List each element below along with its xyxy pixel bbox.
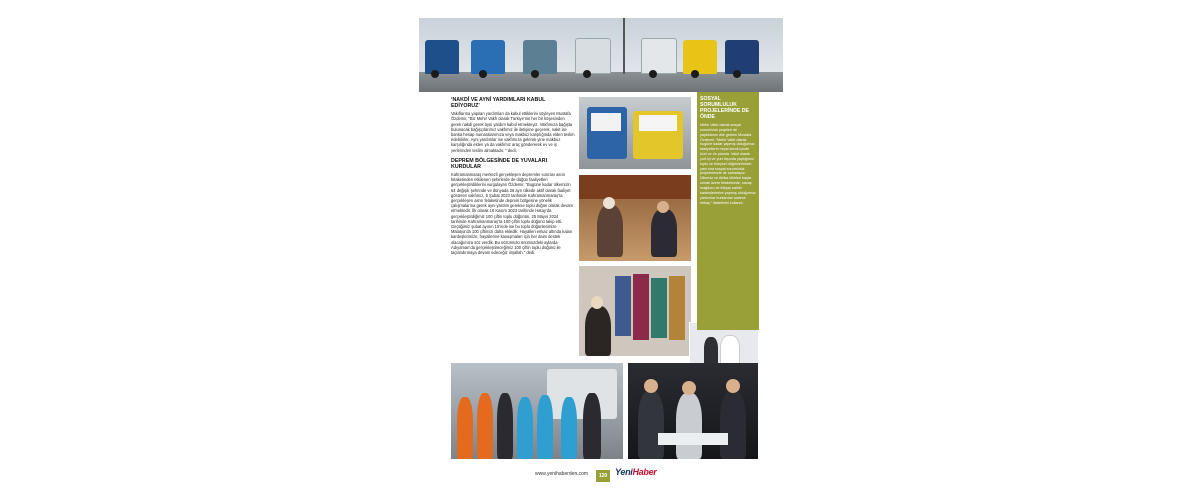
volunteer-7 bbox=[583, 393, 601, 459]
brand-part-a: Yeni bbox=[615, 467, 633, 477]
brand-part-b: Haber bbox=[632, 467, 657, 477]
curtain bbox=[579, 175, 691, 199]
footer-url: www.yenihaberden.com bbox=[535, 471, 589, 477]
wheel bbox=[733, 70, 741, 78]
man-right bbox=[720, 391, 746, 459]
volunteer-3 bbox=[497, 393, 513, 459]
woman-head bbox=[591, 296, 603, 309]
section1-body: Vakıflarına yapılan yardımları da kabul ettiklerini söyleyen Mustafa Özdemir, “Biz Mehir Vakfı olarak Türkiye’nin her bir köşesinden gerek nakdi gerek ayni yardım kabul etmekteyiz. Vakfımıza bağışta bulunacak bağışçılarımız vakfımız ile iletişime geçerek, nakit ise banka hesap numaralarımıza veya makbuz karşılığında elden teslim edebilirler. Ayni yardımlar ise vakfımıza gelerek yine makbuz karşılığında elden ya da vakfımız araç göndererek ev ve iş yerlerinden teslim almaktadır. ” dedi. bbox=[451, 111, 575, 153]
truck-1 bbox=[425, 40, 459, 74]
section2-heading: DEPREM BÖLGESİNDE DE YUVALARI KURDULAR bbox=[451, 157, 548, 170]
dresses-photo bbox=[579, 266, 691, 356]
dress-2 bbox=[633, 274, 649, 340]
man-middle-head bbox=[682, 381, 696, 395]
article-column bbox=[451, 97, 575, 260]
wheel bbox=[479, 70, 487, 78]
road bbox=[419, 72, 783, 92]
sidebar-box bbox=[697, 92, 759, 330]
meeting-photo bbox=[579, 175, 691, 261]
woman bbox=[585, 306, 611, 356]
truck-5 bbox=[641, 38, 677, 74]
lamp-post bbox=[623, 18, 625, 74]
truck-4 bbox=[575, 38, 611, 74]
handshake-photo bbox=[628, 363, 758, 459]
truck-6 bbox=[683, 40, 717, 74]
truck-2 bbox=[471, 40, 505, 74]
volunteer-4 bbox=[517, 397, 533, 459]
dress-1 bbox=[615, 276, 631, 336]
dress-4 bbox=[669, 276, 685, 340]
man-right-head bbox=[726, 379, 740, 393]
truck-3 bbox=[523, 40, 557, 74]
section1-heading: ‘NAKDİ VE AYNİ YARDIMLARI KABUL EDİYORUZ’ bbox=[451, 97, 546, 110]
wheel bbox=[431, 70, 439, 78]
truck-banner bbox=[591, 113, 621, 131]
person-left bbox=[597, 205, 623, 257]
man-left bbox=[638, 391, 664, 459]
bride bbox=[720, 335, 740, 366]
table-flowers bbox=[658, 433, 728, 445]
trucks-photo bbox=[419, 18, 783, 92]
page-number: 120 bbox=[596, 470, 610, 482]
charity-trucks-photo bbox=[579, 97, 691, 169]
truck-7 bbox=[725, 40, 759, 74]
truck-front bbox=[547, 369, 617, 419]
volunteer-2 bbox=[477, 393, 493, 459]
volunteer-6 bbox=[561, 397, 577, 459]
volunteer-5 bbox=[537, 395, 553, 459]
volunteers-photo bbox=[451, 363, 623, 459]
sidebar-heading: SOSYAL SORUMLULUK PROJELERİNDE DE ÖNDE bbox=[700, 96, 750, 120]
dress-3 bbox=[651, 278, 667, 338]
person-left-head bbox=[603, 197, 615, 209]
sidebar-body: Mehir Vakfı olarak sosyal sorumluluk projeleri de yaptıklarını dile getiren Mustafa Özdemir, “Mehir Vakfı olarak bugüne kadar yapmış olduğumuz faaliyetlerin hepsi kendi içinde özel ve ön planda. Vakıf olarak yurt içi ve yurt dışında yaptığımız toplu ve bireysel düğünlerimizin yanı sıra sosyal sorumluluk projelerimizle de sahadayız. Ülkemiz ve Afrika ülkeleri başta olmak üzere felaketzede, savaş mağduru ve ihtiyaç sahibi kardeşlerimize yapmış olduğumuz yardımlar bunlardan sadece birkaç.” ifadelerini kullandı. bbox=[700, 123, 756, 205]
wheel bbox=[531, 70, 539, 78]
volunteer-1 bbox=[457, 397, 473, 459]
wheel bbox=[691, 70, 699, 78]
wheel bbox=[649, 70, 657, 78]
man-left-head bbox=[644, 379, 658, 393]
groom bbox=[704, 337, 718, 365]
brand-logo bbox=[615, 467, 657, 477]
man-middle bbox=[676, 393, 702, 459]
person-right bbox=[651, 209, 677, 257]
wheel bbox=[583, 70, 591, 78]
person-right-head bbox=[657, 201, 669, 213]
section2-body: Kahramanmaraş merkezli gerçekleşen depremler sonrası asrın felaketinden etkilenen şehirlerde de düğün faaliyetleri gerçekleştirdiklerini vurgulayan Özdemir, “Bugüne kadar ülkemizin 64 değişik şehrinde ve dünyada 26 ayrı ülkede aktif olarak faaliyet gösteren vakfımız, 6 Şubat 2023 tarihinde Kahramanmaraş’ta gerçekleşen asrın felaketinde deprem bölgesine yönelik çalışmalarına gerek ayni yardım gerekse toplu düğün olarak devam etmektedir. İlk olarak 16 Kasım 2023 tarihinde Hatay’da gerçekleştirdiğimiz 100 çiftin toplu düğünün, 25 Mayıs 2024 tarihinde Kahramanmaraş’ta 100 çiftin toplu düğünü takip etti. Geçtiğimiz şubat ayının 15’inde ise bu toplu düğünlerimize Malatya’da 100 çiftimizi daha ekledik. Hayalleri enkaz altında kalan kardeşlerimize, hayallerine kavuşmaları için her daim destek olacağımıza söz verdik. Bu sözümüzü önümüzdeki aylarda Adıyaman’da gerçekleştireceğimiz 100 çiftin toplu düğünü ile taçlandırmaya devam edeceğiz inşallah.” dedi. bbox=[451, 172, 573, 256]
truck-banner-2 bbox=[639, 115, 677, 131]
